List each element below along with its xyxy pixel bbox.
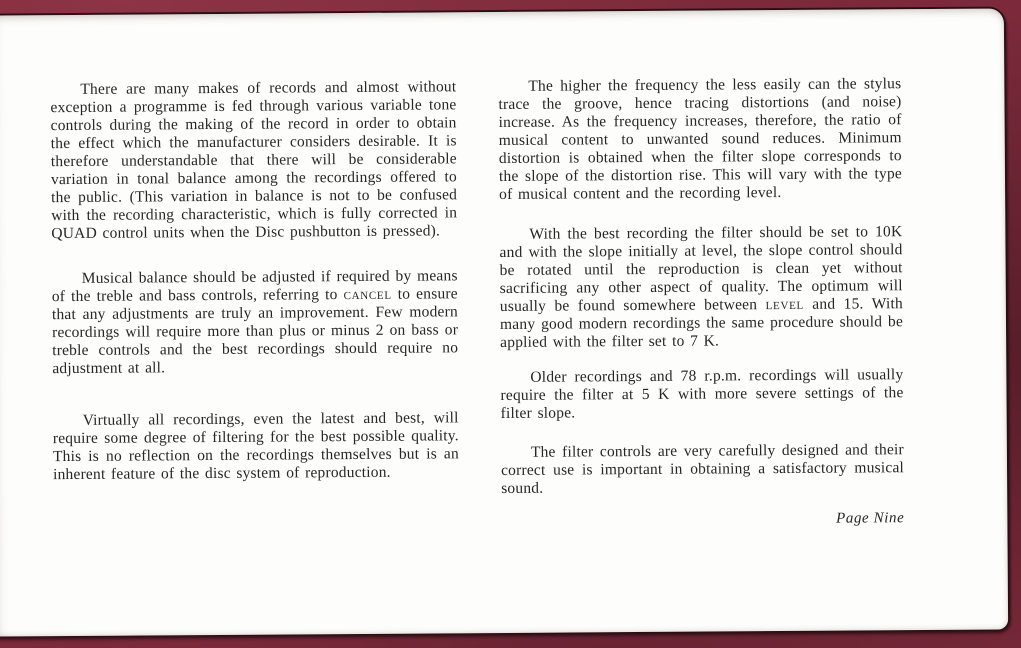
paragraph-musical-balance [52, 267, 459, 378]
paragraph-older-recordings: Older recordings and 78 r.p.m. recordings will usually require the filter at 5 K with more severe settings of the filter slope. [500, 366, 904, 422]
paragraph-text: Musical balance should be adjusted if required by means of the treble and bass controls, referring to [51, 267, 458, 306]
paragraph-filter-setting [499, 223, 903, 352]
paragraph-text: With the best recording the filter should be set to 10K and with the slope initially at level, the slope control should be rotated until the reproduction is clean yet without sacrificing any other aspect of quality. The optimum will usually be found somewhere between [499, 223, 903, 315]
right-column [498, 75, 904, 498]
paragraph-filtering: Virtually all recordings, even the latest and best, will require some degree of filtering for the best possible quality. This is no reflection on the recordings themselves but is an inherent feature of the disc system of reproduction. [52, 409, 459, 484]
page-number: Page Nine [836, 510, 905, 527]
smallcaps-level: level [765, 295, 804, 314]
paper-page [0, 8, 1008, 636]
two-column-text [0, 8, 1007, 501]
paragraph-text: and 15. With many good modern recordings the same procedure should be applied with the filter set to 7 K. [499, 295, 904, 351]
left-column [50, 78, 459, 501]
paragraph-text: to ensure that any adjustments are truly an improvement. Few modern recordings will require more than plus or minus 2 on bass or treble controls and the best recordings should require no adjustment at all. [51, 285, 459, 378]
smallcaps-cancel: cancel [343, 285, 392, 304]
paragraph-frequency-distortion: The higher the frequency the less easily can the stylus trace the groove, hence tracing distortions (and noise) increase. As the frequency increases, therefore, the ratio of musical content to unwanted sound reduces. Minimum distortion is obtained when the filter slope corresponds to the slope of the distortion rise. This will vary with the type of musical content and the recording level. [498, 75, 903, 203]
paragraph-filter-controls: The filter controls are very carefully designed and their correct use is important in obtaining a satisfactory musical sound. [500, 441, 905, 497]
paragraph-records-variation: There are many makes of records and almost without exception a programme is fed through various variable tone controls during the making of the record in order to obtain the effect which the manufacturer considers desirable. It is therefore understandable that there will be considerable variation in tonal balance among the recordings offered to the public. (This variation in balance is not to be confused with the recording characteristic, which is fully corrected in QUAD control units when the Disc pushbutton is pressed). [50, 78, 458, 243]
